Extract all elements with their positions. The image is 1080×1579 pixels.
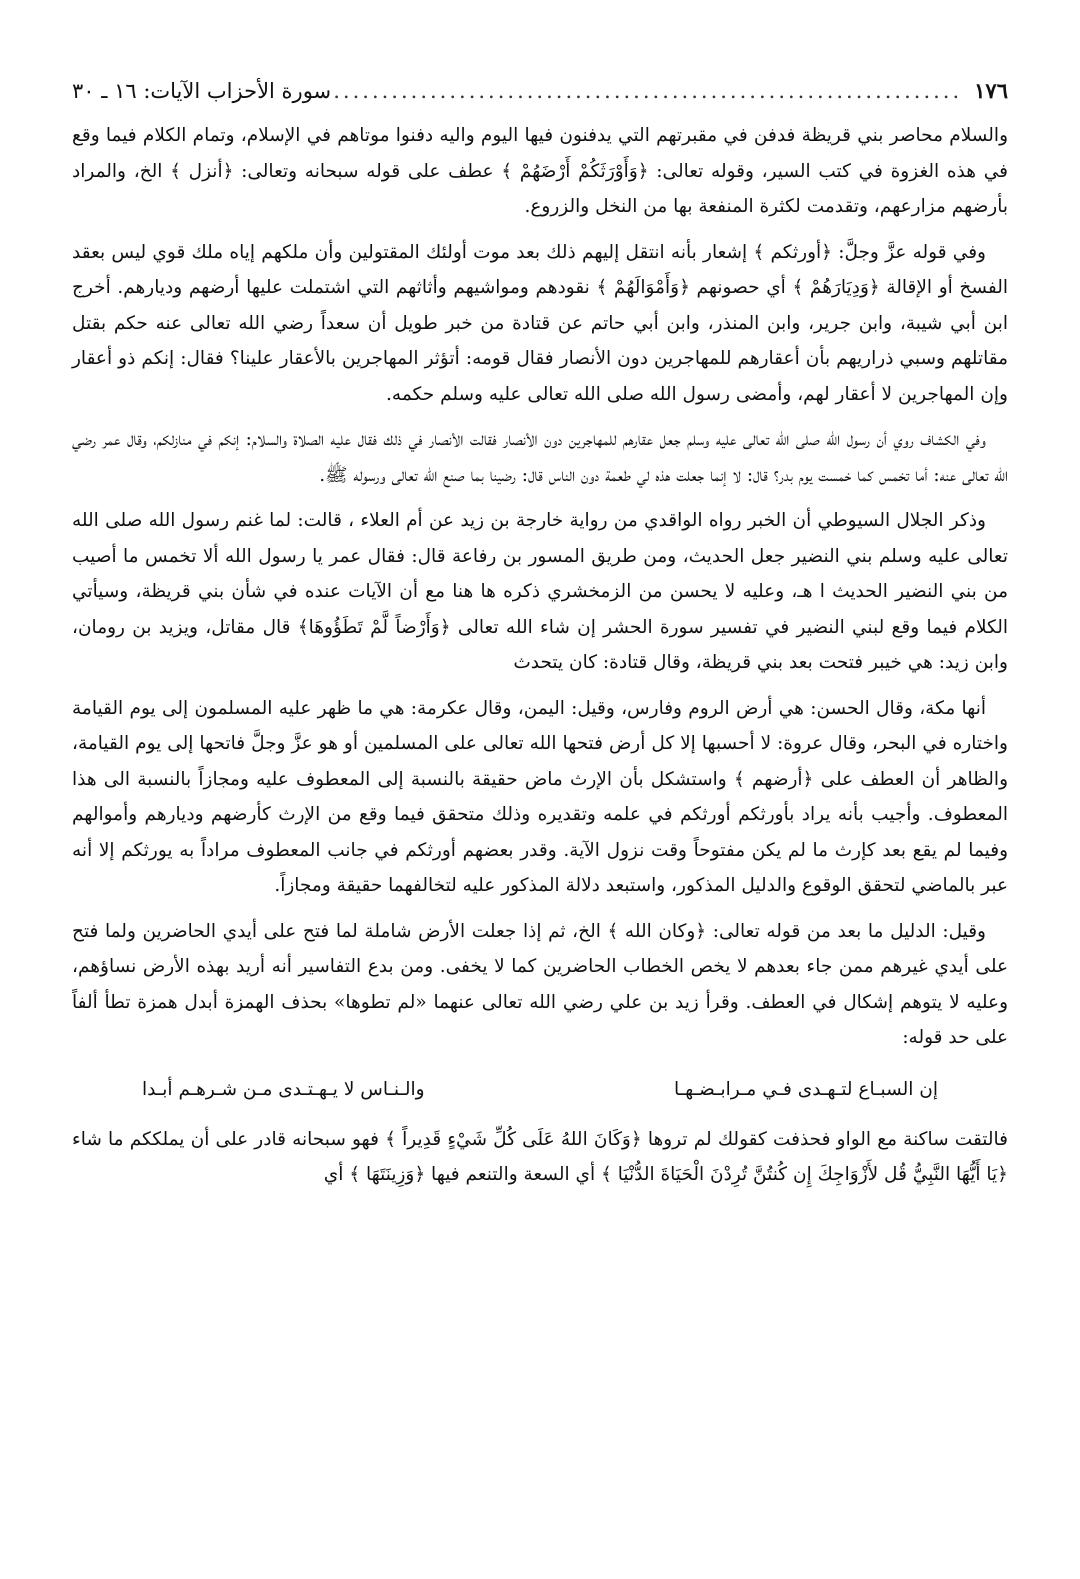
header-title-wrap <box>72 74 962 108</box>
verse-first-hemistich: إن السبـاع لتـهـدى فـي مـرابـضـهـا <box>674 1078 938 1100</box>
chapter-title: سورة الأحزاب الآيات: ١٦ ـ ٣٠ <box>72 79 332 103</box>
verse-second-hemistich: والـنـاس لا يـهـتـدى مـن شـرهـم أبـدا <box>142 1078 425 1100</box>
page-number: ١٧٦ <box>974 78 1008 103</box>
paragraph: وفي الكشاف روي أن رسول الله صلى الله تعالى عليه وسلم جعل عقارهم للمهاجرين دون الأنصار فقالت الأنصار في ذلك فقال عليه الصلاة والسلام: إنكم في منازلكم، وقال عمر رضي الله تعالى عنه: أما تخمس كما خمست يوم بدر؟ قال: لا إنما جعلت هذه لي طعمة دون الناس قال: رضينا بما صنع الله تعالى ورسوله ﷺ. <box>72 429 1008 486</box>
closing-paragraph: فالتقت ساكنة مع الواو فحذفت كقولك لم تروها ﴿وَكَانَ اللهُ عَلَى كُلِّ شَيْءٍ قَدِيراً ﴾ فهو سبحانه قادر على أن يملككم ما شاء ﴿يَا أَيُّهَا النَّبِيُّ قُل لأَزْوَاجِكَ إِن كُنتُنَّ تُرِدْنَ الْحَيَاةَ الدُّنْيَا ﴾ أي السعة والتنعم فيها ﴿وَزِينَتَهَا ﴾ أي <box>72 1128 1008 1185</box>
book-page <box>72 74 1008 1559</box>
poetry-verse <box>72 1066 1008 1114</box>
paragraph: وذكر الجلال السيوطي أن الخبر رواه الواقدي من رواية خارجة بن زيد عن أم العلاء ، قالت: لما غنم رسول الله صلى الله تعالى عليه وسلم بني النضير جعل الحديث، ومن طريق المسور بن رفاعة قال: فقال عمر يا رسول الله ألا تخمس ما أصيب من بني النضير الحديث ا هـ، وعليه لا يحسن من الزمخشري ذكره ها هنا مع أن الآيات عنده في شأن بني قريظة، وسيأتي الكلام فيما وقع لبني النضير في تفسير سورة الحشر إن شاء الله تعالى ﴿وَأَرْضاً لَّمْ تَطَؤُوهَا﴾ قال مقاتل، ويزيد بن رومان، وابن زيد: هي خيبر فتحت بعد بني قريظة، وقال قتادة: كان يتحدث <box>72 510 1008 673</box>
commentary-text <box>72 118 1008 1193</box>
paragraph: وفي قوله عزَّ وجلَّ: ﴿أورثكم ﴾ إشعار بأنه انتقل إليهم ذلك بعد موت أولئك المقتولين وأن ملكهم إياه ملك قوي ليس بعقد الفسخ أو الإقالة ﴿وَدِيَارَهُمْ ﴾ أي حصونهم ﴿وَأَمْوَالَهُمْ ﴾ نقودهم ومواشيهم وأثاثهم التي اشتملت عليها أرضهم وديارهم. أخرج ابن أبي شيبة، وابن جرير، وابن المنذر، وابن أبي حاتم عن قتادة من خبر طويل أن سعداً رضي الله تعالى عنه حكم بقتل مقاتلهم وسبي ذراريهم بأن أعقارهم للمهاجرين دون الأنصار فقال قومه: أتؤثر المهاجرين بالأعقار علينا؟ فقال: إنكم ذو أعقار وإن المهاجرين لا أعقار لهم، وأمضى رسول الله صلى الله تعالى عليه وسلم حكمه. <box>72 241 1008 405</box>
paragraph: وقيل: الدليل ما بعد من قوله تعالى: ﴿وكان الله ﴾ الخ، ثم إذا جعلت الأرض شاملة لما فتح على أيدي الحاضرين ولما فتح على أيدي غيرهم ممن جاء بعدهم لا يخص الخطاب الحاضرين كما لا يخفى. ومن بدع التفاسير أنه أريد بهذه الأرض نساؤهم، وعليه لا يتوهم إشكال في العطف. وقرأ زيد بن علي رضي الله تعالى عنهما «لم تطوها» بحذف الهمزة أبدل همزة تطأ ألفاً على حد قوله: <box>72 920 1008 1048</box>
running-header <box>72 74 1008 108</box>
paragraph: والسلام محاصر بني قريظة فدفن في مقبرتهم التي يدفنون فيها اليوم واليه دفنوا موتاهم في الإسلام، وتمام الكلام فيما وقع في هذه الغزوة في كتب السير، وقوله تعالى: ﴿وَأَوْرَثَكُمْ أَرْضَهُمْ ﴾ عطف على قوله سبحانه وتعالى: ﴿أنزل ﴾ الخ، والمراد بأرضهم مزارعهم، وتقدمت لكثرة المنفعة بها من النخل والزروع. <box>72 125 1008 217</box>
paragraph: أنها مكة، وقال الحسن: هي أرض الروم وفارس، وقيل: اليمن، وقال عكرمة: هي ما ظهر عليه المسلمون إلى يوم القيامة واختاره في البحر، وقال عروة: لا أحسبها إلا كل أرض فتحها الله تعالى على المسلمين أو هو عزَّ وجلَّ فاتحها إلى يوم القيامة، والظاهر أن العطف على ﴿أرضهم ﴾ واستشكل بأن الإرث ماض حقيقة بالنسبة إلى المعطوف عليه ومجازاً بالنسبة الى هذا المعطوف. وأجيب بأنه يراد بأورثكم أورثكم في علمه وتقديره وذلك متحقق فيما وقع من الإرث كأرضهم وديارهم وأموالهم وفيما لم يقع بعد كإرث ما لم يكن مفتوحاً وقت نزول الآية. وقدر بعضهم أورثكم في جانب المعطوف مراداً به يورثكم إلا أنه عبر بالماضي لتحقق الوقوع والدليل المذكور، واستبعد دلالة المذكور عليه لتخالفهما حقيقة ومجازاً. <box>72 697 1008 896</box>
leader-dots <box>335 74 962 108</box>
